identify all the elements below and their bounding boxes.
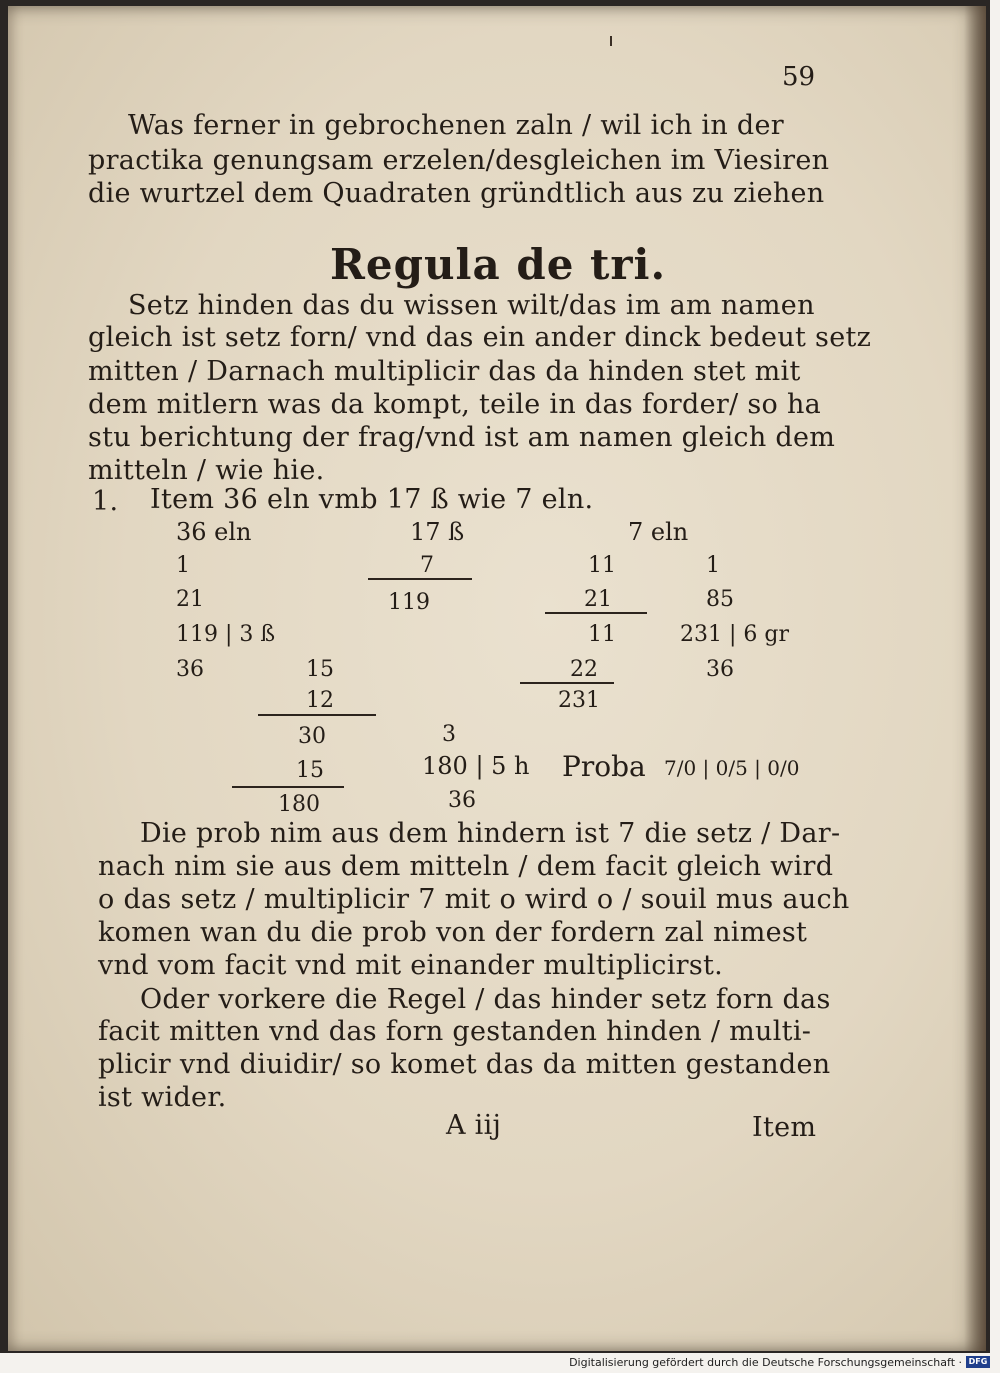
calc-value: 7 xyxy=(420,553,434,578)
calc-value: 36 xyxy=(706,657,734,682)
signature-mark: A iij xyxy=(446,1110,502,1141)
calc-rule xyxy=(232,786,344,788)
print-mark xyxy=(610,36,612,46)
calc-back-header: 7 eln xyxy=(628,518,689,546)
calc-value: 231 xyxy=(558,688,600,713)
oder-line: Oder vorkere die Regel / das hinder setz forn das xyxy=(140,984,831,1015)
funding-notice: Digitalisierung gefördert durch die Deutsche Forschungsgemeinschaft · xyxy=(569,1356,962,1369)
calc-front-header: 36 eln xyxy=(176,518,252,546)
calc-value: 11 xyxy=(588,622,616,647)
calc-mid-header: 17 ß xyxy=(410,518,465,546)
rule-line: Setz hinden das du wissen wilt/das im am namen xyxy=(128,290,815,321)
calc-value: 180 xyxy=(278,792,320,817)
page-gutter-shadow xyxy=(964,6,986,1351)
prob-line: o das setz / multiplicir 7 mit o wird o / souil mus auch xyxy=(98,884,850,915)
prob-line: nach nim sie aus dem mitteln / dem facit gleich wird xyxy=(98,851,834,882)
calc-value: 21 xyxy=(584,587,612,612)
rule-line: stu berichtung der frag/vnd ist am namen gleich dem xyxy=(88,422,836,453)
calc-value: 22 xyxy=(570,657,598,682)
oder-line: ist wider. xyxy=(98,1082,227,1113)
calc-value: 30 xyxy=(298,724,326,749)
calc-value: 15 xyxy=(296,758,324,783)
calc-value: 36 xyxy=(176,657,204,682)
calc-value: 15 xyxy=(306,657,334,682)
calc-value: 231 | 6 gr xyxy=(680,622,789,647)
dfg-logo: DFG xyxy=(966,1356,990,1368)
section-heading: Regula de tri. xyxy=(330,240,667,289)
rule-line: mitteln / wie hie. xyxy=(88,455,325,486)
proba-fractions: 7/0 | 0/5 | 0/0 xyxy=(664,756,800,780)
calc-value: 11 xyxy=(588,553,616,578)
calc-rule xyxy=(258,714,376,716)
rule-line: gleich ist setz forn/ vnd das ein ander dinck bedeut setz xyxy=(88,322,872,353)
proba-label: Proba xyxy=(562,750,646,783)
calc-value: 3 xyxy=(442,722,456,747)
rule-line: dem mitlern was da kompt, teile in das forder/ so ha xyxy=(88,389,822,420)
calc-rule xyxy=(545,612,647,614)
calc-value: 1 xyxy=(176,553,190,578)
calc-rule xyxy=(368,578,472,580)
calc-value: 119 xyxy=(388,590,430,615)
rule-line: mitten / Darnach multiplicir das da hinden stet mit xyxy=(88,356,801,387)
prob-line: vnd vom facit vnd mit einander multiplicirst. xyxy=(98,950,724,981)
item-text: Item 36 eln vmb 17 ß wie 7 eln. xyxy=(150,484,594,515)
intro-line: die wurtzel dem Quadraten gründtlich aus zu ziehen xyxy=(88,178,825,209)
item-number: 1. xyxy=(92,486,119,517)
catchword: Item xyxy=(752,1112,817,1143)
prob-line: komen wan du die prob von der fordern zal nimest xyxy=(98,917,808,948)
calc-value: 21 xyxy=(176,587,204,612)
intro-line: practika genungsam erzelen/desgleichen im Viesiren xyxy=(88,145,830,176)
oder-line: plicir vnd diuidir/ so komet das da mitten gestanden xyxy=(98,1049,831,1080)
calc-value: 180 | 5 h xyxy=(422,752,530,780)
intro-line: Was ferner in gebrochenen zaln / wil ich in der xyxy=(128,110,784,141)
calc-value: 119 | 3 ß xyxy=(176,622,276,647)
oder-line: facit mitten vnd das forn gestanden hinden / multi- xyxy=(98,1016,812,1047)
calc-value: 36 xyxy=(448,788,476,813)
calc-value: 1 xyxy=(706,553,720,578)
calc-value: 85 xyxy=(706,587,734,612)
calc-value: 12 xyxy=(306,688,334,713)
page-number: 59 xyxy=(782,62,816,92)
prob-line: Die prob nim aus dem hindern ist 7 die setz / Dar- xyxy=(140,818,841,849)
calc-rule xyxy=(520,682,614,684)
